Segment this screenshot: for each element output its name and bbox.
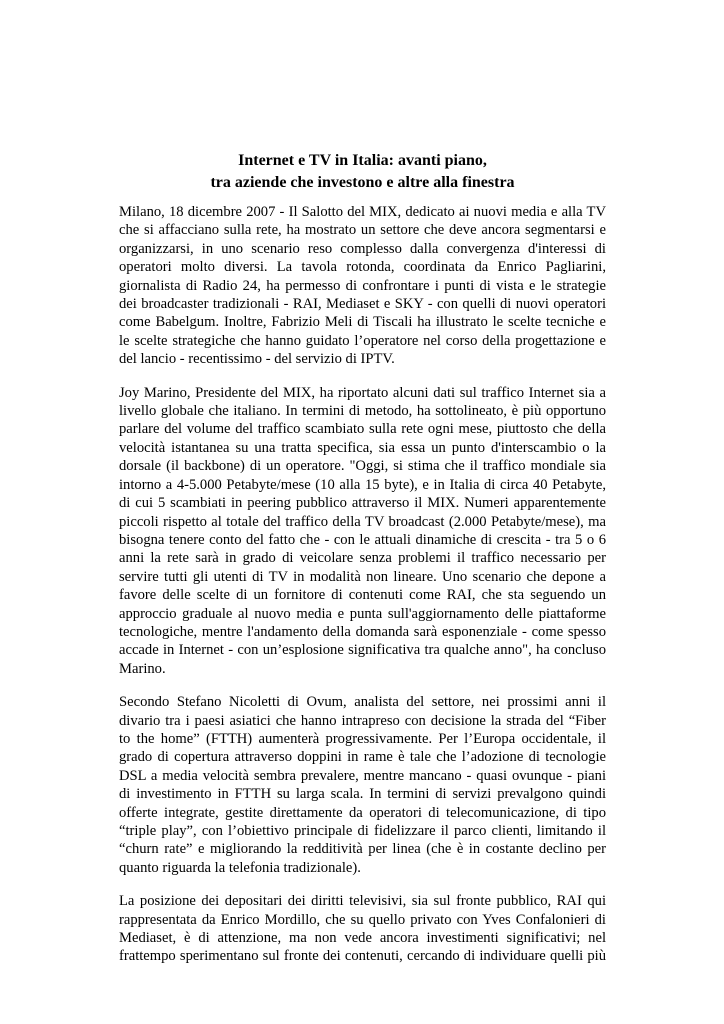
paragraph-2-line-9: bisogna tenere conto del fatto che - con le attuali dinamiche di crescita - tra 5 o 6 (119, 531, 606, 548)
title-line-1: Internet e TV in Italia: avanti piano, (238, 152, 487, 169)
paragraph-2-line-14: tecnologiche, mentre l'andamento della domanda sarà esponenziale - come spesso (119, 623, 606, 640)
paragraph-3-line-4: grado di copertura attraverso doppini in rame è tale che l’adozione di tecnologie (119, 749, 606, 766)
paragraph-2-line-6: intorno a 4-5.000 Petabyte/mese (10 alla 15 byte), e in Italia di circa 40 Petabyte, (119, 476, 606, 493)
paragraph-2-line-7: di cui 5 scambiati in peering pubblico attraverso il MIX. Numeri apparentemente (119, 495, 606, 512)
paragraph-4 (119, 892, 606, 966)
paragraph-3-line-8: “triple play”, con l’obiettivo principale di fidelizzare il parco clienti, limitando il (119, 823, 606, 839)
paragraph-2-line-11: servire tutti gli utenti di TV in modalità non lineare. Uno scenario che depone a (119, 568, 606, 585)
paragraph-4-line-1: La posizione dei depositari dei diritti televisivi, sia sul fronte pubblico, RAI qui (119, 893, 606, 910)
paragraph-2-line-2: livello globale che italiano. In termini di metodo, ha sottolineato, è più opportuno (119, 403, 606, 420)
paragraph-1-line-2: che si affacciano sulla rete, ha mostrato un settore che deve ancora segmentarsi e (119, 222, 606, 239)
paragraph-1 (119, 203, 606, 369)
paragraph-3 (119, 693, 606, 877)
paragraph-1-line-1: Milano, 18 dicembre 2007 - Il Salotto del MIX, dedicato ai nuovi media e alla TV (119, 204, 606, 220)
paragraph-3-line-10: quanto riguarda la telefonia tradizionale). (119, 859, 361, 876)
paragraph-1-line-5: giornalista di Radio 24, ha permesso di confrontare i punti di vista e le strategie (119, 277, 606, 294)
paragraph-4-line-4: frattempo sperimentano sul fronte dei contenuti, cercando di individuare quelli più (119, 948, 606, 965)
paragraph-2 (119, 384, 606, 679)
paragraph-1-line-4: operatori molto diversi. La tavola rotonda, coordinata da Enrico Pagliarini, (119, 259, 606, 276)
paragraph-2-line-3: parlare del volume del traffico scambiato sulla rete ogni mese, piuttosto che della (119, 421, 606, 438)
paragraph-2-line-4: velocità istantanea su una tratta specifica, sia essa un punto d'interscambio o la (119, 439, 606, 456)
paragraph-2-line-15: accade in Internet - con un’esplosione significativa tra qualche anno", ha concluso (119, 642, 606, 659)
paragraph-3-line-1: Secondo Stefano Nicoletti di Ovum, analista del settore, nei prossimi anni il (119, 694, 606, 711)
document-title (119, 150, 606, 194)
paragraph-1-line-6: dei broadcaster tradizionali - RAI, Mediaset e SKY - con quelli di nuovi operatori (119, 296, 606, 313)
paragraph-3-line-9: “churn rate” e migliorando la redditività per linea (che è in costante declino per (119, 841, 606, 858)
paragraph-2-line-8: piccoli rispetto al totale del traffico della TV broadcast (2.000 Petabyte/mese), ma (119, 513, 606, 530)
paragraph-1-line-8: le scelte strategiche che hanno guidato l’operatore nel corso della progettazione e (119, 332, 606, 349)
paragraph-1-line-7: come Babelgum. Inoltre, Fabrizio Meli di Tiscali ha illustrato le scelte tecniche e (119, 314, 606, 331)
paragraph-3-line-6: di investimento in FTTH su larga scala. In termini di servizi prevalgono quindi (119, 786, 606, 803)
paragraph-2-line-1: Joy Marino, Presidente del MIX, ha riportato alcuni dati sul traffico Internet sia a (119, 384, 606, 401)
paragraph-1-line-3: organizzarsi, in uno scenario reso complesso dalla convergenza d'interessi di (119, 240, 606, 257)
document-body (119, 203, 606, 981)
paragraph-4-line-2: rappresentata da Enrico Mordillo, che su quello privato con Yves Confalonieri di (119, 911, 606, 928)
paragraph-3-line-5: DSL a media velocità sembra prevalere, mentre mancano - quasi ovunque - piani (119, 767, 606, 784)
paragraph-2-line-12: favore delle scelte di un fornitore di contenuti come RAI, che sta seguendo un (119, 587, 606, 604)
paragraph-4-line-3: Mediaset, è di attenzione, ma non vede ancora investimenti significativi; nel (119, 930, 606, 947)
paragraph-2-line-13: approccio graduale al nuovo media e punta sull'aggiornamento delle piattaforme (119, 605, 606, 622)
paragraph-3-line-3: to the home” (FTTH) aumenterà progressivamente. Per l’Europa occidentale, il (119, 730, 606, 747)
paragraph-2-line-10: anni la rete sarà in grado di veicolare senza problemi il traffico necessario per (119, 550, 606, 567)
paragraph-3-line-2: divario tra i paesi asiatici che hanno intrapreso con decisione la strada del “Fiber (119, 712, 606, 729)
paragraph-2-line-5: dorsale (il backbone) di un operatore. "Oggi, si stima che il traffico mondiale sia (119, 458, 606, 475)
title-line-2: tra aziende che investono e altre alla finestra (210, 174, 515, 191)
paragraph-3-line-7: offerte integrate, gestite direttamente da operatori di telecomunicazione, di tipo (119, 804, 606, 821)
paragraph-2-line-16: Marino. (119, 660, 166, 677)
paragraph-1-line-9: del lancio - recentissimo - del servizio di IPTV. (119, 351, 395, 368)
